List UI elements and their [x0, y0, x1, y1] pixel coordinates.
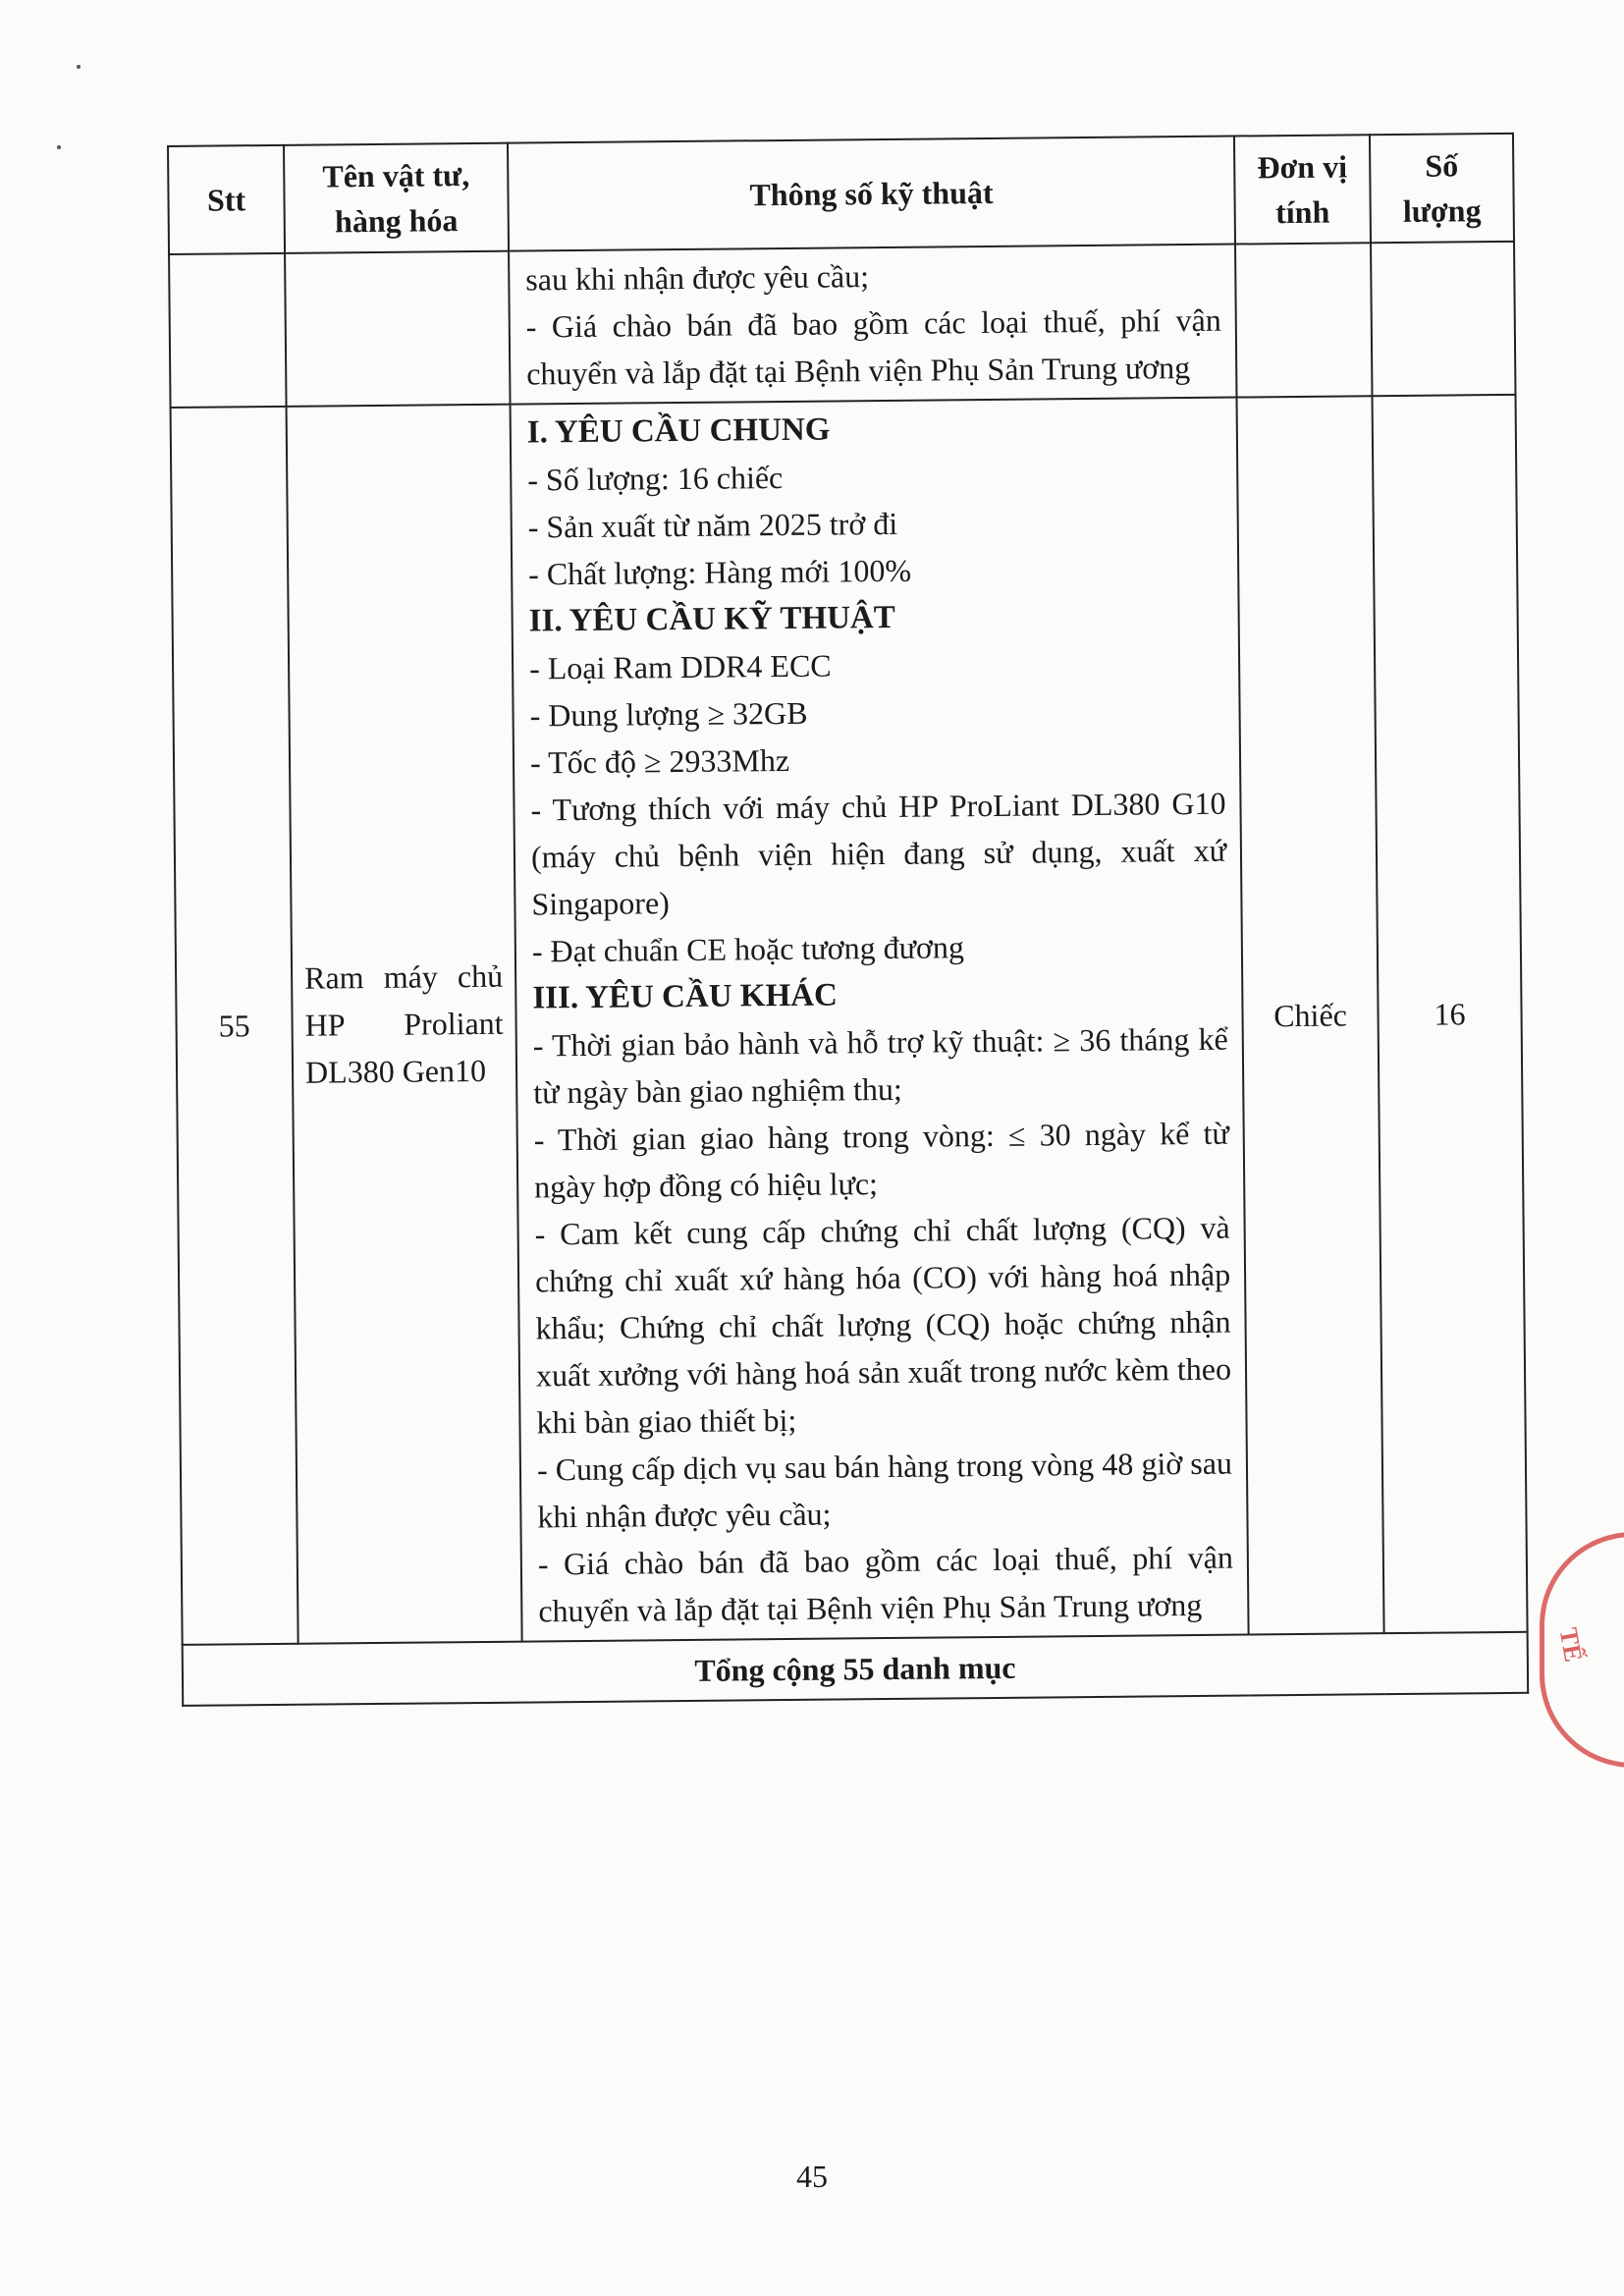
table-header-row — [168, 134, 1514, 254]
table-row-continued — [169, 242, 1515, 408]
table-row-item-55 — [171, 395, 1528, 1645]
spec-line: - Thời gian bảo hành và hỗ trợ kỹ thuật: ≥ 36 tháng kể từ ngày bàn giao nghiệm thu; — [532, 1020, 1228, 1111]
spec-line: - Tương thích với máy chủ HP ProLiant DL380 G10 (máy chủ bệnh viện hiện đang sử dụng, xuất xứ Singapore) — [530, 785, 1227, 922]
section-heading: II. YÊU CẦU KỸ THUẬT — [528, 599, 895, 639]
header-spec: Thông số kỹ thuật — [508, 137, 1235, 251]
item-spec-cell — [511, 398, 1249, 1642]
continued-name-cell — [285, 251, 510, 407]
spec-line: - Sản xuất từ năm 2025 trở đi — [527, 505, 898, 545]
header-unit: Đơn vị tính — [1234, 135, 1371, 244]
spec-line: - Loại Ram DDR4 ECC — [528, 647, 832, 686]
page-number: 45 — [796, 2159, 828, 2194]
header-name: Tên vật tư, hàng hóa — [284, 143, 509, 253]
spec-line: - Giá chào bán đã bao gồm các loại thuế, phí vận chuyển và lắp đặt tại Bệnh viện Phụ Sản Trung ương — [525, 301, 1221, 392]
stamp-fragment-icon: TẾ — [1553, 1625, 1589, 1665]
spec-line: - Tốc độ ≥ 2933Mhz — [529, 741, 790, 781]
header-qty: Số lượng — [1370, 134, 1514, 243]
item-stt: 55 — [171, 407, 298, 1645]
spec-line: - Thời gian giao hàng trong vòng: ≤ 30 ngày kể từ ngày hợp đồng có hiệu lực; — [533, 1115, 1229, 1205]
continued-unit-cell — [1235, 243, 1372, 397]
spec-line: - Số lượng: 16 chiếc — [527, 459, 784, 498]
spec-line: - Dung lượng ≥ 32GB — [529, 694, 808, 734]
continued-spec-cell — [509, 245, 1236, 405]
header-stt: Stt — [168, 145, 285, 254]
item-unit: Chiếc — [1237, 396, 1384, 1634]
section-heading: III. YÊU CẦU KHÁC — [532, 977, 838, 1016]
total-label: Tổng cộng 55 danh mục — [183, 1632, 1529, 1706]
continued-qty-cell — [1371, 242, 1515, 396]
spec-line: - Cam kết cung cấp chứng chỉ chất lượng (CQ) và chứng chỉ xuất xứ hàng hóa (CO) với hàng hoá nhập khẩu; Chứng chỉ chất lượng (CQ) hoặc chứng nhận xuất xưởng với hàng hoá sản xuất trong nước kèm theo khi bàn giao thiết bị; — [534, 1209, 1232, 1441]
spec-line: - Giá chào bán đã bao gồm các loại thuế, phí vận chuyển và lắp đặt tại Bệnh viện Phụ Sản Trung ương — [537, 1539, 1234, 1629]
table-total-row — [183, 1632, 1529, 1706]
spec-line: - Cung cấp dịch vụ sau bán hàng trong vòng 48 giờ sau khi nhận được yêu cầu; — [536, 1445, 1233, 1535]
scan-speck — [57, 145, 61, 149]
continued-stt-cell — [169, 253, 286, 408]
item-name: Ram máy chủ HP Proliant DL380 Gen10 — [287, 405, 522, 1644]
spec-line: sau khi nhận được yêu cầu; — [525, 258, 870, 298]
spec-line: - Đạt chuẩn CE hoặc tương đương — [531, 929, 965, 969]
section-heading: I. YÊU CẦU CHUNG — [526, 411, 831, 451]
item-qty: 16 — [1373, 395, 1528, 1633]
scan-speck — [77, 65, 81, 69]
spec-line: - Chất lượng: Hàng mới 100% — [528, 552, 912, 592]
specification-table — [167, 133, 1529, 1707]
